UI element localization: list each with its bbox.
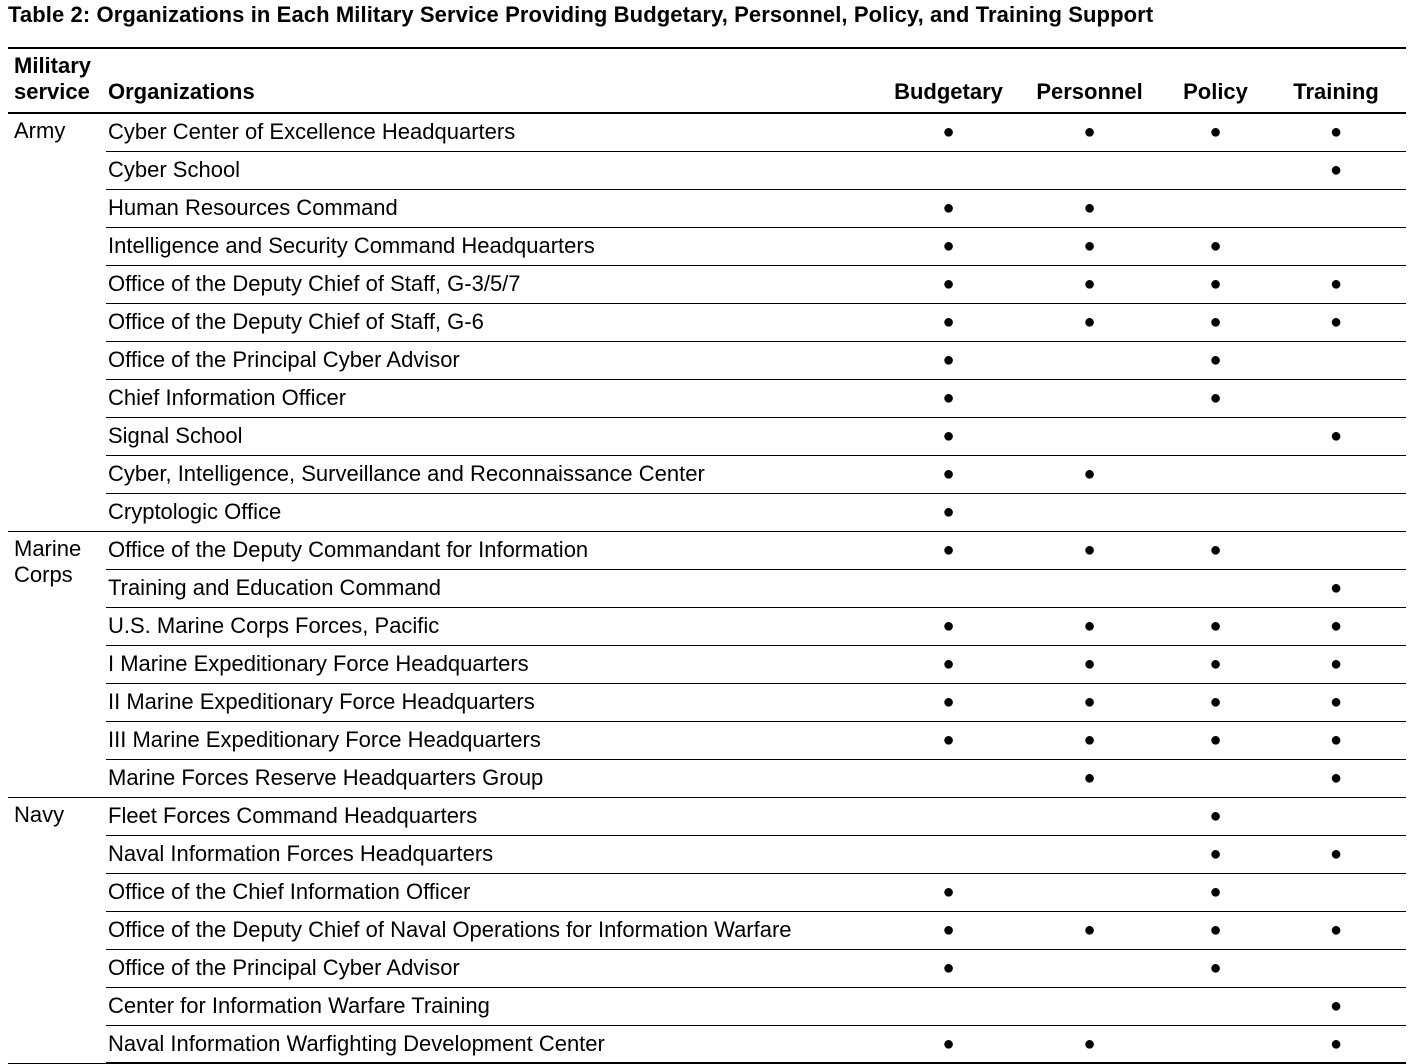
table-row [8, 113, 1406, 151]
bullet-mark-icon: ● [942, 691, 955, 713]
training-cell [1266, 455, 1406, 493]
bullet-mark-icon: ● [942, 387, 955, 409]
bullet-mark-icon: ● [942, 349, 955, 371]
organization-cell: Marine Forces Reserve Headquarters Group [106, 759, 883, 797]
table-row [8, 493, 1406, 531]
bullet-mark-icon: ● [1329, 843, 1343, 865]
personnel-cell [1014, 949, 1165, 987]
personnel-cell [1014, 227, 1165, 265]
bullet-mark-icon: ● [942, 1032, 955, 1055]
bullet-mark-icon: ● [1083, 235, 1096, 257]
policy-cell [1165, 265, 1266, 303]
personnel-cell [1014, 341, 1165, 379]
budgetary-cell [883, 493, 1014, 531]
budgetary-cell [883, 531, 1014, 569]
policy-cell [1165, 455, 1266, 493]
policy-cell [1165, 379, 1266, 417]
header-military-service: Military service [8, 48, 106, 113]
personnel-cell [1014, 265, 1165, 303]
bullet-mark-icon: ● [1083, 919, 1096, 941]
bullet-mark-icon: ● [1329, 311, 1343, 333]
policy-cell [1165, 569, 1266, 607]
table-row [8, 721, 1406, 759]
bullet-mark-icon: ● [1329, 653, 1343, 675]
bullet-mark-icon: ● [942, 311, 955, 333]
header-policy: Policy [1165, 48, 1266, 113]
bullet-mark-icon: ● [942, 121, 955, 144]
bullet-mark-icon: ● [1209, 121, 1222, 144]
organization-cell: Office of the Principal Cyber Advisor [106, 341, 883, 379]
budgetary-cell [883, 759, 1014, 797]
table-row [8, 341, 1406, 379]
personnel-cell [1014, 113, 1165, 151]
training-cell [1266, 683, 1406, 721]
bullet-mark-icon: ● [1209, 881, 1222, 903]
organization-cell: Signal School [106, 417, 883, 455]
policy-cell [1165, 227, 1266, 265]
bullet-mark-icon: ● [1083, 121, 1096, 144]
table-row [8, 531, 1406, 569]
training-cell [1266, 341, 1406, 379]
bullet-mark-icon: ● [1329, 1032, 1343, 1055]
bullet-mark-icon: ● [942, 729, 955, 751]
policy-cell [1165, 949, 1266, 987]
table-body [8, 113, 1406, 1063]
budgetary-cell [883, 797, 1014, 835]
training-cell [1266, 569, 1406, 607]
training-cell [1266, 607, 1406, 645]
budgetary-cell [883, 911, 1014, 949]
training-cell [1266, 645, 1406, 683]
bullet-mark-icon: ● [942, 425, 955, 447]
personnel-cell [1014, 873, 1165, 911]
table-row [8, 151, 1406, 189]
bullet-mark-icon: ● [1083, 1032, 1096, 1055]
personnel-cell [1014, 835, 1165, 873]
organization-cell: I Marine Expeditionary Force Headquarters [106, 645, 883, 683]
organization-cell: Naval Information Forces Headquarters [106, 835, 883, 873]
bullet-mark-icon: ● [942, 273, 955, 295]
table-row [8, 189, 1406, 227]
bullet-mark-icon: ● [1329, 691, 1343, 713]
table-row [8, 303, 1406, 341]
training-cell [1266, 1025, 1406, 1063]
bullet-mark-icon: ● [1209, 273, 1222, 295]
bullet-mark-icon: ● [942, 881, 955, 903]
policy-cell [1165, 645, 1266, 683]
bullet-mark-icon: ● [1209, 805, 1222, 827]
bullet-mark-icon: ● [1209, 539, 1222, 561]
policy-cell [1165, 873, 1266, 911]
organization-cell: Cyber Center of Excellence Headquarters [106, 113, 883, 151]
personnel-cell [1014, 1025, 1165, 1063]
personnel-cell [1014, 303, 1165, 341]
training-cell [1266, 873, 1406, 911]
organization-cell: II Marine Expeditionary Force Headquarters [106, 683, 883, 721]
organization-cell: Office of the Chief Information Officer [106, 873, 883, 911]
budgetary-cell [883, 949, 1014, 987]
header-budgetary: Budgetary [883, 48, 1014, 113]
personnel-cell [1014, 987, 1165, 1025]
bullet-mark-icon: ● [1209, 691, 1222, 713]
bullet-mark-icon: ● [1329, 425, 1343, 447]
budgetary-cell [883, 379, 1014, 417]
budgetary-cell [883, 645, 1014, 683]
budgetary-cell [883, 987, 1014, 1025]
bullet-mark-icon: ● [1209, 615, 1222, 637]
bullet-mark-icon: ● [1329, 729, 1343, 751]
personnel-cell [1014, 721, 1165, 759]
budgetary-cell [883, 569, 1014, 607]
organization-cell: U.S. Marine Corps Forces, Pacific [106, 607, 883, 645]
bullet-mark-icon: ● [1209, 653, 1222, 675]
bullet-mark-icon: ● [1209, 311, 1222, 333]
training-cell [1266, 987, 1406, 1025]
bullet-mark-icon: ● [1083, 767, 1096, 789]
table-row [8, 987, 1406, 1025]
table-row [8, 645, 1406, 683]
bullet-mark-icon: ● [942, 235, 955, 257]
table-row [8, 911, 1406, 949]
bullet-mark-icon: ● [942, 615, 955, 637]
personnel-cell [1014, 455, 1165, 493]
bullet-mark-icon: ● [942, 653, 955, 675]
table-title: Table 2: Organizations in Each Military Service Providing Budgetary, Personnel, Policy, and Training Support [8, 2, 1154, 27]
training-cell [1266, 949, 1406, 987]
table-row [8, 759, 1406, 797]
budgetary-cell [883, 189, 1014, 227]
training-cell [1266, 531, 1406, 569]
budgetary-cell [883, 683, 1014, 721]
bullet-mark-icon: ● [1209, 387, 1222, 409]
organization-cell: Cyber, Intelligence, Surveillance and Reconnaissance Center [106, 455, 883, 493]
policy-cell [1165, 1025, 1266, 1063]
budgetary-cell [883, 835, 1014, 873]
policy-cell [1165, 113, 1266, 151]
personnel-cell [1014, 151, 1165, 189]
budgetary-cell [883, 873, 1014, 911]
policy-cell [1165, 835, 1266, 873]
organization-cell: Office of the Deputy Chief of Naval Operations for Information Warfare [106, 911, 883, 949]
training-cell [1266, 151, 1406, 189]
policy-cell [1165, 721, 1266, 759]
bullet-mark-icon: ● [942, 919, 955, 941]
budgetary-cell [883, 151, 1014, 189]
personnel-cell [1014, 911, 1165, 949]
training-cell [1266, 759, 1406, 797]
organization-cell: Office of the Principal Cyber Advisor [106, 949, 883, 987]
bullet-mark-icon: ● [1083, 463, 1096, 485]
table-row [8, 227, 1406, 265]
bullet-mark-icon: ● [942, 197, 955, 219]
bullet-mark-icon: ● [1209, 349, 1222, 371]
bullet-mark-icon: ● [1329, 767, 1343, 789]
bullet-mark-icon: ● [1083, 691, 1096, 713]
bullet-mark-icon: ● [1329, 159, 1343, 181]
bullet-mark-icon: ● [942, 957, 955, 979]
bullet-mark-icon: ● [1083, 311, 1096, 333]
training-cell [1266, 189, 1406, 227]
personnel-cell [1014, 645, 1165, 683]
policy-cell [1165, 797, 1266, 835]
organizations-table [8, 47, 1406, 1064]
personnel-cell [1014, 683, 1165, 721]
organization-cell: Cryptologic Office [106, 493, 883, 531]
bullet-mark-icon: ● [1083, 615, 1096, 637]
service-cell: Army [8, 113, 106, 531]
service-cell: Navy [8, 797, 106, 1063]
training-cell [1266, 265, 1406, 303]
personnel-cell [1014, 531, 1165, 569]
personnel-cell [1014, 607, 1165, 645]
budgetary-cell [883, 265, 1014, 303]
table-row [8, 417, 1406, 455]
personnel-cell [1014, 797, 1165, 835]
organization-cell: Fleet Forces Command Headquarters [106, 797, 883, 835]
training-cell [1266, 417, 1406, 455]
organization-cell: Office of the Deputy Commandant for Information [106, 531, 883, 569]
bullet-mark-icon: ● [1083, 653, 1096, 675]
bullet-mark-icon: ● [1329, 615, 1343, 637]
service-cell: Marine Corps [8, 531, 106, 797]
personnel-cell [1014, 569, 1165, 607]
policy-cell [1165, 151, 1266, 189]
header-personnel: Personnel [1014, 48, 1165, 113]
training-cell [1266, 227, 1406, 265]
table-header-row [8, 48, 1406, 113]
training-cell [1266, 379, 1406, 417]
table-row [8, 265, 1406, 303]
training-cell [1266, 493, 1406, 531]
training-cell [1266, 303, 1406, 341]
bullet-mark-icon: ● [1209, 957, 1222, 979]
personnel-cell [1014, 417, 1165, 455]
table-row [8, 683, 1406, 721]
bullet-mark-icon: ● [942, 501, 955, 523]
policy-cell [1165, 417, 1266, 455]
header-training: Training [1266, 48, 1406, 113]
budgetary-cell [883, 113, 1014, 151]
organization-cell: Center for Information Warfare Training [106, 987, 883, 1025]
table-row [8, 607, 1406, 645]
organization-cell: Naval Information Warfighting Development Center [106, 1025, 883, 1063]
bullet-mark-icon: ● [1083, 273, 1096, 295]
policy-cell [1165, 683, 1266, 721]
bullet-mark-icon: ● [1329, 273, 1343, 295]
personnel-cell [1014, 189, 1165, 227]
policy-cell [1165, 189, 1266, 227]
policy-cell [1165, 607, 1266, 645]
policy-cell [1165, 531, 1266, 569]
policy-cell [1165, 493, 1266, 531]
budgetary-cell [883, 1025, 1014, 1063]
header-organizations: Organizations [106, 48, 883, 113]
table-row [8, 873, 1406, 911]
bullet-mark-icon: ● [1329, 121, 1343, 144]
training-cell [1266, 113, 1406, 151]
bullet-mark-icon: ● [1329, 577, 1343, 599]
bullet-mark-icon: ● [1083, 539, 1096, 561]
table-row [8, 455, 1406, 493]
bullet-mark-icon: ● [1209, 919, 1222, 941]
bullet-mark-icon: ● [1329, 995, 1343, 1017]
policy-cell [1165, 759, 1266, 797]
training-cell [1266, 797, 1406, 835]
organization-cell: III Marine Expeditionary Force Headquarters [106, 721, 883, 759]
organization-cell: Office of the Deputy Chief of Staff, G-3/5/7 [106, 265, 883, 303]
policy-cell [1165, 987, 1266, 1025]
organization-cell: Office of the Deputy Chief of Staff, G-6 [106, 303, 883, 341]
bullet-mark-icon: ● [1209, 235, 1222, 257]
organization-cell: Training and Education Command [106, 569, 883, 607]
table-row [8, 835, 1406, 873]
budgetary-cell [883, 417, 1014, 455]
table-row [8, 797, 1406, 835]
bullet-mark-icon: ● [942, 539, 955, 561]
bullet-mark-icon: ● [1083, 197, 1096, 219]
organization-cell: Intelligence and Security Command Headquarters [106, 227, 883, 265]
bullet-mark-icon: ● [942, 463, 955, 485]
training-cell [1266, 721, 1406, 759]
table-row [8, 949, 1406, 987]
table-row [8, 569, 1406, 607]
organization-cell: Human Resources Command [106, 189, 883, 227]
table-row [8, 379, 1406, 417]
bullet-mark-icon: ● [1209, 729, 1222, 751]
budgetary-cell [883, 455, 1014, 493]
budgetary-cell [883, 227, 1014, 265]
policy-cell [1165, 341, 1266, 379]
bullet-mark-icon: ● [1329, 919, 1343, 941]
organization-cell: Cyber School [106, 151, 883, 189]
training-cell [1266, 911, 1406, 949]
budgetary-cell [883, 303, 1014, 341]
bullet-mark-icon: ● [1209, 843, 1222, 865]
policy-cell [1165, 911, 1266, 949]
personnel-cell [1014, 493, 1165, 531]
budgetary-cell [883, 721, 1014, 759]
table-row [8, 1025, 1406, 1063]
personnel-cell [1014, 759, 1165, 797]
training-cell [1266, 835, 1406, 873]
organization-cell: Chief Information Officer [106, 379, 883, 417]
policy-cell [1165, 303, 1266, 341]
budgetary-cell [883, 341, 1014, 379]
personnel-cell [1014, 379, 1165, 417]
bullet-mark-icon: ● [1083, 729, 1096, 751]
budgetary-cell [883, 607, 1014, 645]
